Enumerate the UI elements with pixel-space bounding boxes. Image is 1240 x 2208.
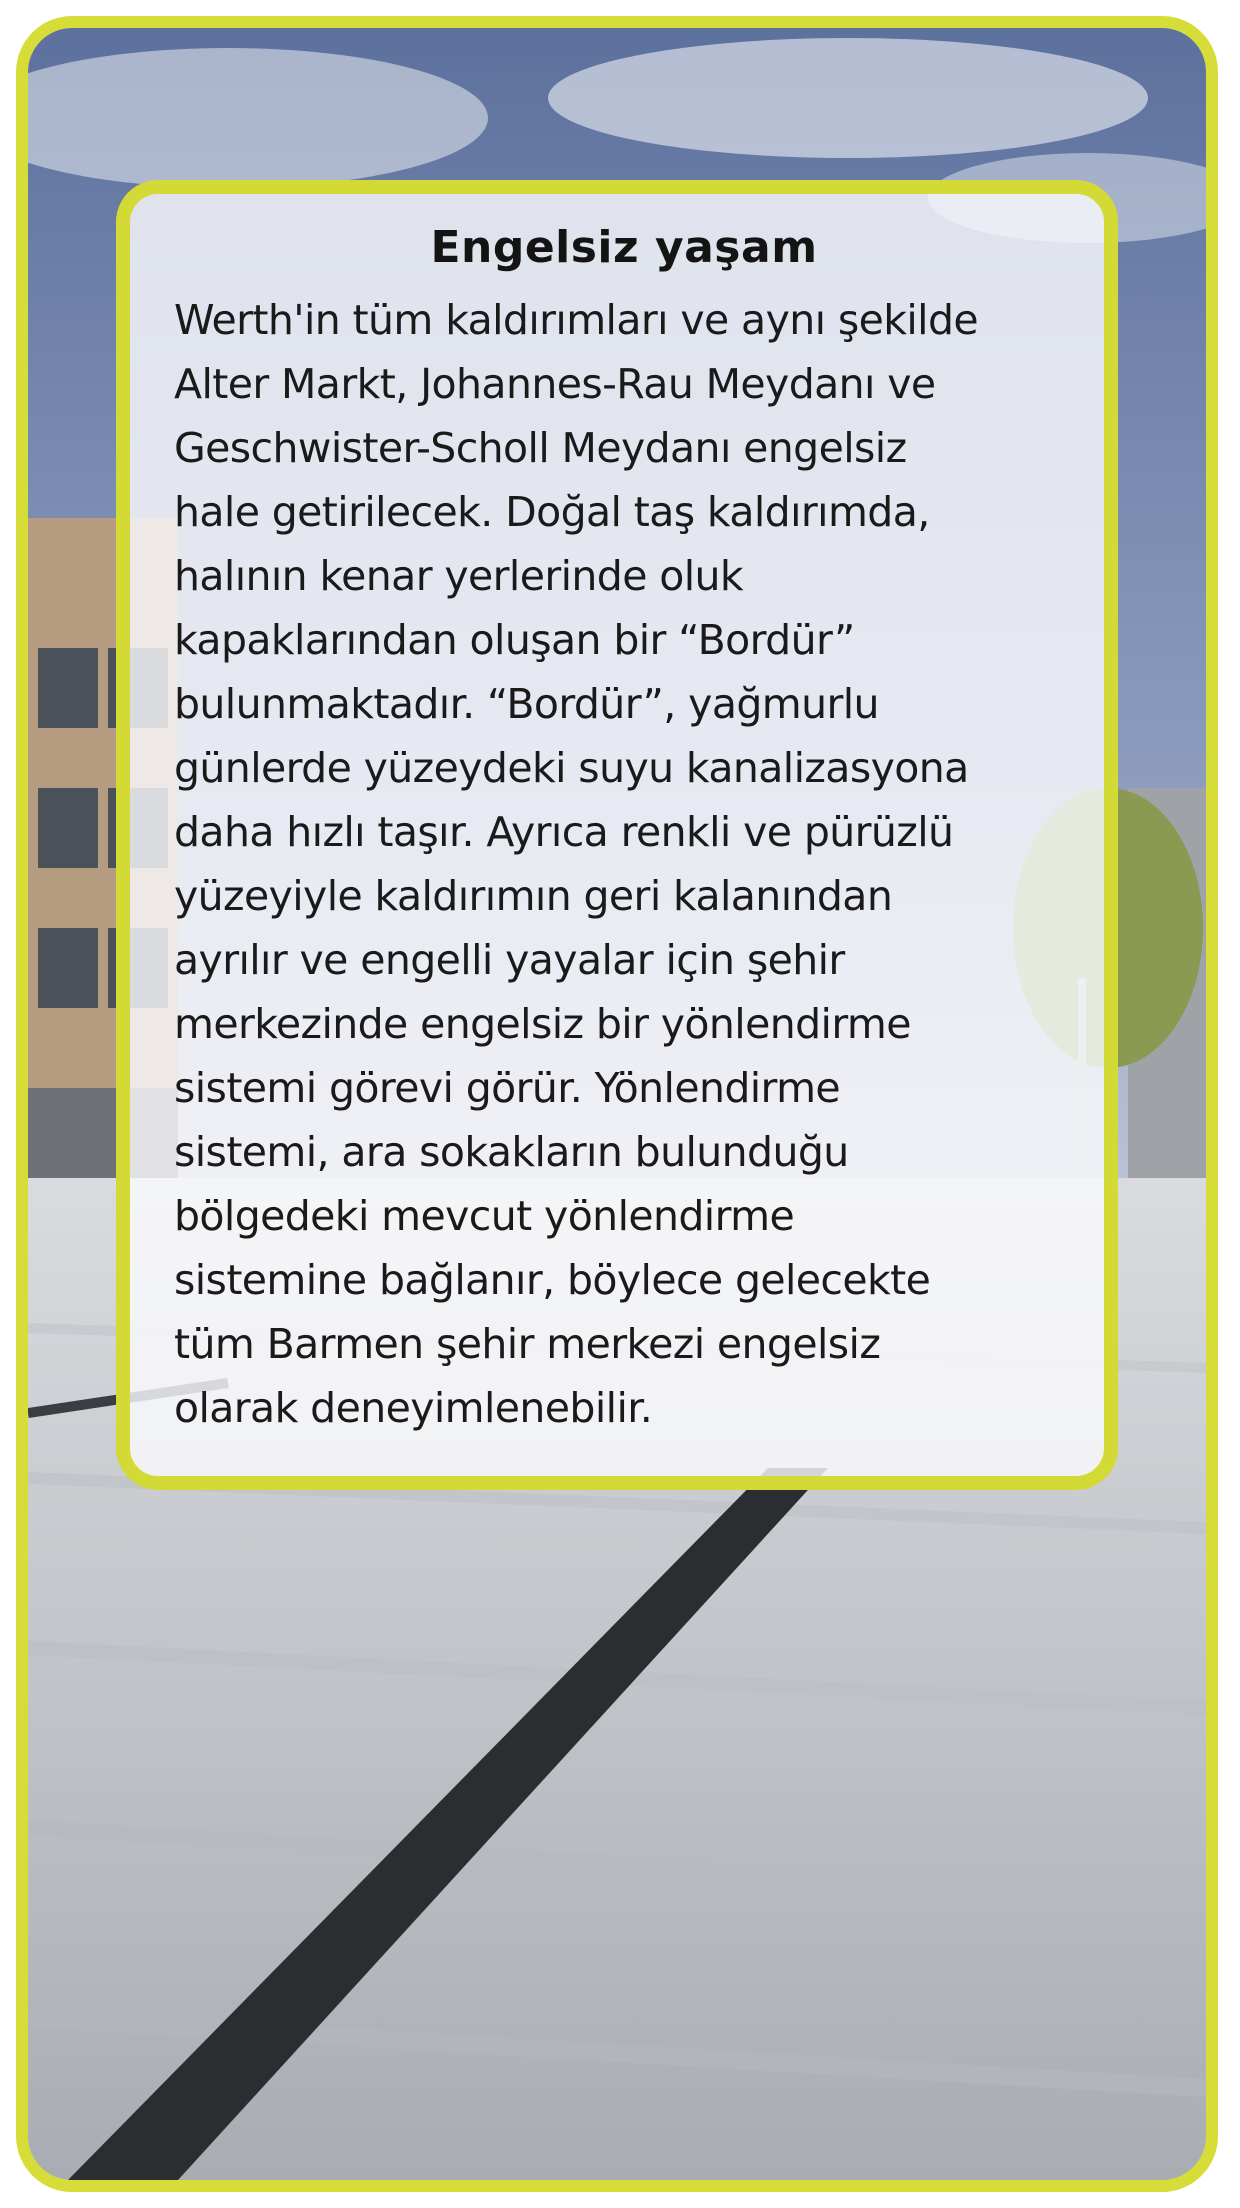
panel-title: Engelsiz yaşam [430, 222, 818, 273]
info-card [16, 16, 1218, 2192]
text-panel [116, 180, 1118, 1490]
panel-body-text: Werth'in tüm kaldırımları ve aynı şekilde Alter Markt, Johannes-Rau Meydanı ve Geschwister-Scholl Meydanı engelsiz hale getirilecek. Doğal taş kaldırımda, halının kenar yerlerinde oluk kapaklarından oluşan bir “Bordür” bulunmaktadır. “Bordür”, yağmurlu günlerde yüzeydeki suyu kanalizasyona daha hızlı taşır. Ayrıca renkli ve pürüzlü yüzeyiyle kaldırımın geri kalanından ayrılır ve engelli yayalar için şehir merkezinde engelsiz bir yönlendirme sistemi görevi görür. Yönlendirme sistemi, ara sokakların bulunduğu bölgedeki mevcut yönlendirme sistemine bağlanır, böylece gelecekte tüm Barmen şehir merkezi engelsiz olarak deneyimlenebilir. [174, 296, 979, 1432]
